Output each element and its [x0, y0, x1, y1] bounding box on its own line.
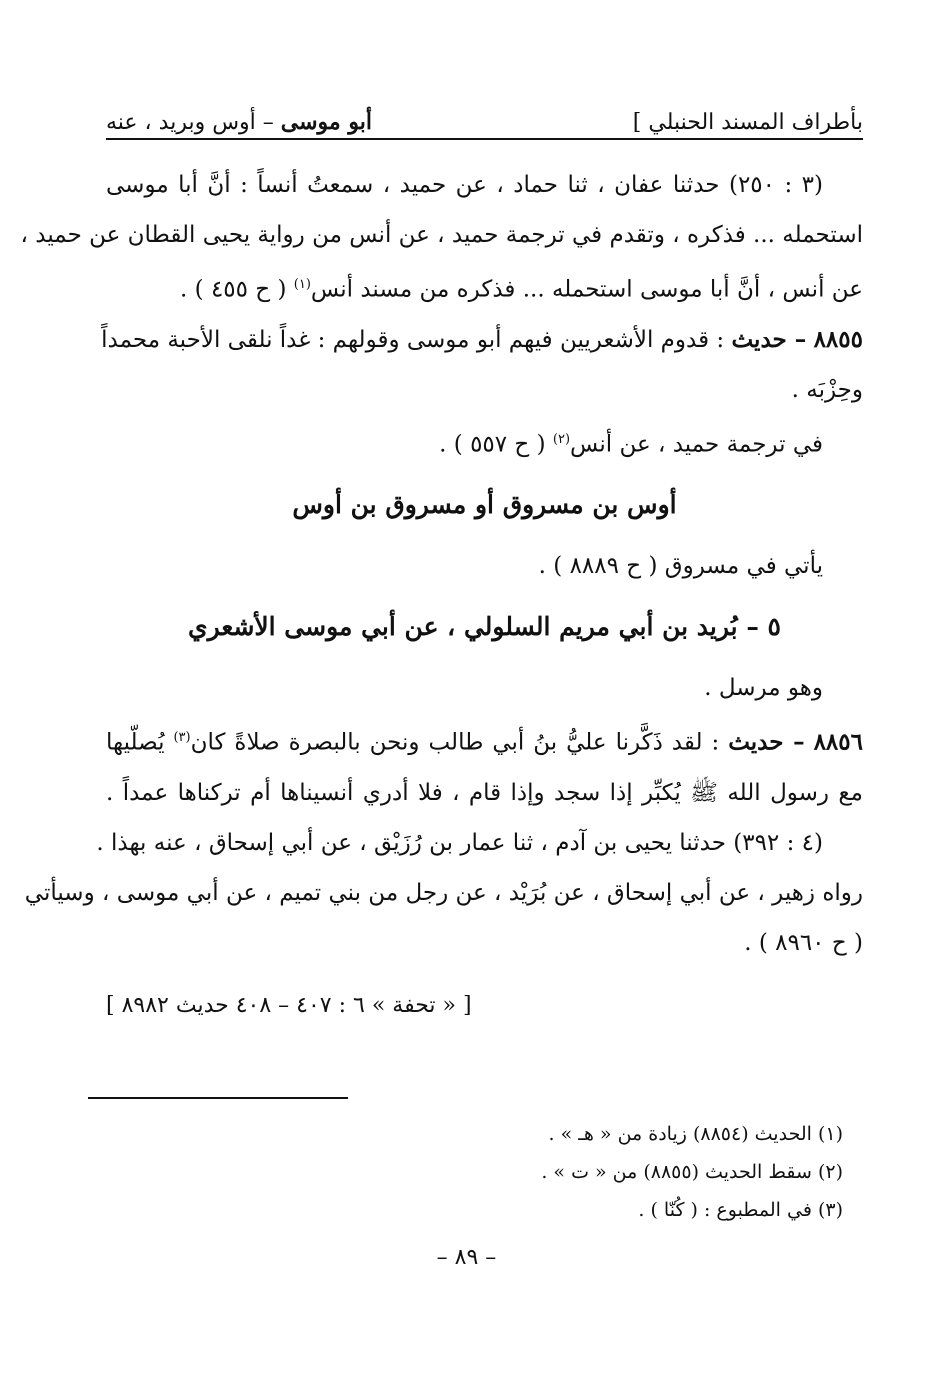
section-title-bold: أبو موسى: [280, 109, 372, 135]
hadith-line: مع رسول الله ﷺ يُكبِّر إذا سجد وإذا قام ، فلا أدري أنسيناها أم تركناها عمداً .: [106, 779, 863, 806]
hadith-text: يُصلّيها: [106, 729, 174, 756]
hadith-line: وحِزْبَه .: [791, 376, 863, 403]
section-heading: أوس بن مسروق أو مسروق بن أوس: [292, 490, 677, 520]
text-line: [106, 260, 863, 315]
book-title: بأطراف المسند الحنبلي ]: [632, 110, 863, 135]
reference-line: يأتي في مسروق ( ح ٨٨٨٩ ) .: [538, 553, 823, 580]
text-line: (٤ : ٣٩٢) حدثنا يحيى بن آدم ، ثنا عمار بن رُزَيْق ، عن أبي إسحاق ، عنه بهذا .: [96, 829, 823, 856]
text-line: ( ح ٨٩٦٠ ) .: [744, 929, 863, 956]
text-line: (٣ : ٢٥٠) حدثنا عفان ، ثنا حماد ، عن حميد ، سمعتُ أنساً : أنَّ أبا موسى: [106, 172, 824, 198]
section-title: [106, 109, 372, 135]
footnote-rule: [88, 1097, 348, 1099]
footnote: (٢) سقط الحديث (٨٨٥٥) من « ت » .: [541, 1161, 843, 1183]
text-span: عن أنس ، أنَّ أبا موسى استحمله ... فذكره من مسند أنس: [310, 276, 863, 303]
hadith-line: [101, 315, 863, 365]
text-span: في ترجمة حميد ، عن أنس: [570, 431, 823, 458]
main-text: [20, 160, 863, 1026]
hadith-keyword: – حديث: [731, 325, 807, 353]
hadith-line: [106, 713, 863, 768]
section-heading: ٥ – بُريد بن أبي مريم السلولي ، عن أبي موسى الأشعري: [188, 612, 781, 642]
hadith-number: ٨٨٥٥: [813, 325, 863, 353]
text-span: ( ح ٤٥٥ ) .: [180, 276, 287, 303]
footnote-marker: (٣): [173, 730, 191, 746]
reference-line: [106, 415, 863, 470]
hadith-text: : قدوم الأشعريين فيهم أبو موسى وقولهم : غداً نلقى الأحبة محمداً: [101, 326, 732, 353]
text-line: رواه زهير ، عن أبي إسحاق ، عن بُرَيْد ، عن رجل من بني تميم ، عن أبي موسى ، وسيأتي: [24, 879, 863, 906]
hadith-text: : لقد ذَكَّرنا عليُّ بنُ أبي طالب ونحن بالبصرة صلاةً كان: [190, 729, 729, 756]
text-line: استحمله ... فذكره ، وتقدم في ترجمة حميد ، عن أنس من رواية يحيى القطان عن حميد ،: [20, 222, 863, 248]
footnote: (٣) في المطبوع : ( كُنّا ) .: [638, 1199, 843, 1221]
page-number: – ٨٩ –: [436, 1245, 497, 1270]
text-line: وهو مرسل .: [704, 675, 823, 702]
hadith-number: ٨٨٥٦: [813, 728, 863, 756]
footnotes: [106, 1115, 843, 1229]
footnote-marker: (٢): [552, 431, 571, 447]
running-header: [106, 95, 863, 135]
footnote: (١) الحديث (٨٨٥٤) زيادة من « هـ » .: [548, 1123, 843, 1145]
section-title-rest: – أوس وبريد ، عنه: [106, 110, 281, 135]
header-rule: [106, 138, 863, 140]
tuhfa-reference: [ « تحفة » ٦ : ٤٠٧ – ٤٠٨ حديث ٨٩٨٢ ]: [106, 992, 472, 1018]
hadith-keyword: – حديث: [728, 728, 805, 756]
footnote-marker: (١): [293, 277, 311, 292]
text-span: ( ح ٥٥٧ ) .: [439, 431, 553, 458]
